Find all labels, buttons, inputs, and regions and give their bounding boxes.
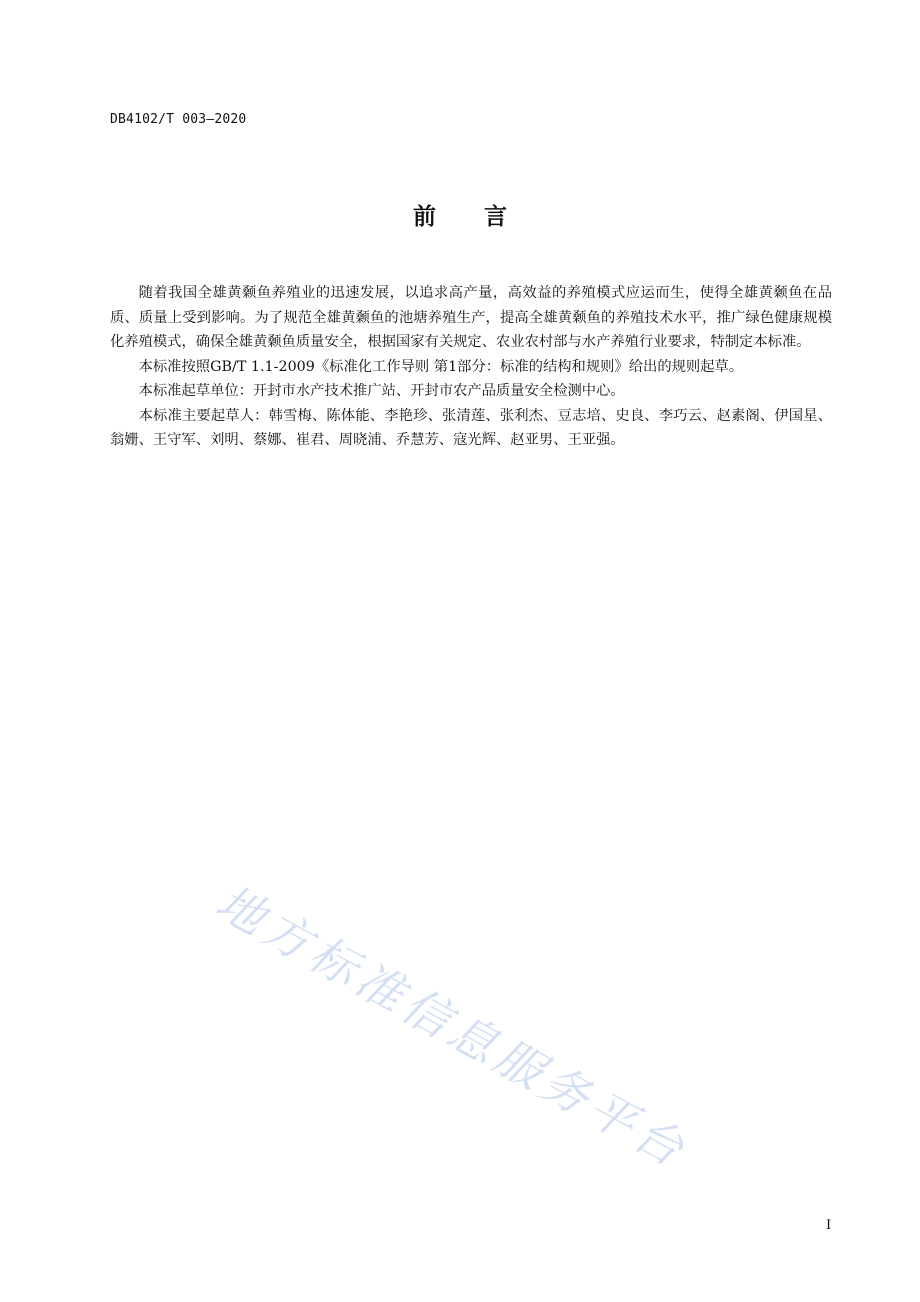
paragraph-drafting-rules: 本标准按照GB/T 1.1-2009《标准化工作导则 第1部分：标准的结构和规则》给出的规则起草。 (138, 358, 744, 375)
document-code: DB4102/T 003—2020 (110, 112, 247, 127)
paragraph-background: 随着我国全雄黄颡鱼养殖业的迅速发展，以追求高产量，高效益的养殖模式应运而生，使得全雄黄颡鱼在品质、质量上受到影响。为了规范全雄黄颡鱼的池塘养殖生产，提高全雄黄颡鱼的养殖技术水平，推广绿色健康规模化养殖模式，确保全雄黄颡鱼质量安全，根据国家有关规定、农业农村部与水产养殖行业要求，特制定本标准。 (110, 285, 832, 350)
section-title: 前言 (413, 204, 555, 230)
watermark: 地方标准信息服务平台 (206, 874, 697, 1180)
foreword-body (110, 281, 832, 453)
page-number: I (826, 1218, 832, 1233)
paragraph-drafters: 本标准主要起草人：韩雪梅、陈体能、李艳珍、张清莲、张利杰、豆志培、史良、李巧云、赵素阁、伊国星、翁姗、王守军、刘明、蔡娜、崔君、周晓浦、乔慧芳、寇光辉、赵亚男、王亚强。 (110, 407, 832, 448)
paragraph-drafting-units: 本标准起草单位：开封市水产技术推广站、开封市农产品质量安全检测中心。 (138, 383, 625, 399)
